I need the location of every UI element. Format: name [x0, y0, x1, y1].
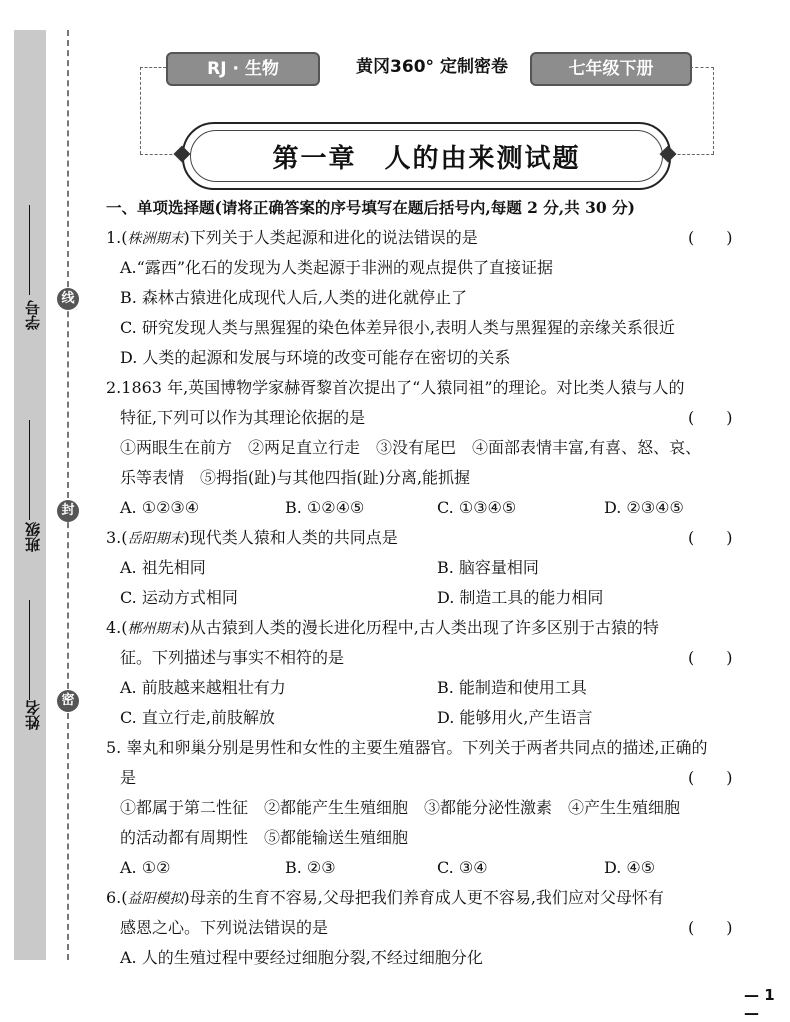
xuehao-blank — [29, 205, 30, 295]
grade-badge: 七年级下册 — [530, 52, 692, 86]
q5-items-line1: ①都属于第二性征 ②都能产生生殖细胞 ③都能分泌性激素 ④产生生殖细胞 — [120, 798, 681, 817]
page-title: 第一章 人的由来测试题 — [272, 144, 581, 174]
q4-num: 4.( — [106, 618, 128, 637]
q3-text: )现代类人猿和人类的共同点是 — [183, 528, 398, 547]
xingming-label: 姓名 — [24, 700, 42, 730]
q4-option-a: A. 前肢越来越粗壮有力 — [120, 678, 286, 697]
q3-option-d: D. 制造工具的能力相同 — [437, 588, 604, 607]
q5-answer-blank[interactable]: ( ) — [688, 768, 733, 787]
q2-items-line2: 乐等表情 ⑤拇指(趾)与其他四指(趾)分离,能抓握 — [120, 468, 471, 487]
q3-source: 岳阳期末 — [127, 531, 184, 547]
q4-option-b: B. 能制造和使用工具 — [437, 678, 587, 697]
binding-strip — [14, 30, 46, 960]
q1-num: 1.( — [106, 228, 128, 247]
section-heading: 一、单项选择题(请将正确答案的序号填写在题后括号内,每题 2 分,共 30 分) — [106, 198, 635, 217]
xuehao-label: 学号 — [24, 300, 42, 330]
q2-stem-line1: 2.1863 年,英国博物学家赫胥黎首次提出了“人猿同祖”的理论。对比类人猿与人的 — [106, 378, 685, 397]
q1-option-b: B. 森林古猿进化成现代人后,人类的进化就停止了 — [120, 288, 468, 307]
banji-label: 班级 — [24, 522, 42, 552]
header-dash-right — [690, 67, 714, 68]
subject-badge: RJ · 生物 — [166, 52, 320, 86]
q3-option-c: C. 运动方式相同 — [120, 588, 238, 607]
q5-option-a: A. ①② — [120, 858, 171, 877]
q2-option-d: D. ②③④⑤ — [604, 498, 684, 517]
q1-text: )下列关于人类起源和进化的说法错误的是 — [183, 228, 478, 247]
cut-line — [67, 30, 69, 960]
q3-option-a: A. 祖先相同 — [120, 558, 206, 577]
banji-blank — [29, 420, 30, 520]
title-frame — [182, 122, 671, 190]
q1-option-d: D. 人类的起源和发展与环境的改变可能存在密切的关系 — [120, 348, 511, 367]
xingming-blank — [29, 600, 30, 700]
q5-stem-line2: 是 — [120, 768, 137, 787]
q4-answer-blank[interactable]: ( ) — [688, 648, 733, 667]
q3-answer-blank[interactable]: ( ) — [688, 528, 733, 547]
q6-answer-blank[interactable]: ( ) — [688, 918, 733, 937]
q5-option-c: C. ③④ — [437, 858, 488, 877]
q4-option-d: D. 能够用火,产生语言 — [437, 708, 593, 727]
header-dash-left — [140, 67, 166, 68]
seal-mark-xian: 线 — [57, 288, 79, 310]
series-name: 黄冈360° 定制密卷 — [356, 57, 508, 77]
q6-num: 6.( — [106, 888, 128, 907]
q2-option-a: A. ①②③④ — [120, 498, 200, 517]
q5-items-line2: 的活动都有周期性 ⑤都能输送生殖细胞 — [120, 828, 409, 847]
q2-items-line1: ①两眼生在前方 ②两足直立行走 ③没有尾巴 ④面部表情丰富,有喜、怒、哀、 — [120, 438, 702, 457]
q1-option-c: C. 研究发现人类与黑猩猩的染色体差异很小,表明人类与黑猩猩的亲缘关系很近 — [120, 318, 675, 337]
q6-option-a: A. 人的生殖过程中要经过细胞分裂,不经过细胞分化 — [120, 948, 483, 967]
q1-source: 株洲期末 — [127, 231, 184, 247]
q4-stem-line2: 征。下列描述与事实不相符的是 — [120, 648, 345, 667]
seal-mark-feng: 封 — [57, 500, 79, 522]
q4-stem — [106, 618, 659, 639]
q5-stem-line1: 5. 睾丸和卵巢分别是男性和女性的主要生殖器官。下列关于两者共同点的描述,正确的 — [106, 738, 708, 757]
q1-answer-blank[interactable]: ( ) — [688, 228, 733, 247]
q4-option-c: C. 直立行走,前肢解放 — [120, 708, 275, 727]
q5-option-b: B. ②③ — [285, 858, 336, 877]
q1-option-a: A.“露西”化石的发现为人类起源于非洲的观点提供了直接证据 — [120, 258, 554, 277]
q6-stem-line2: 感恩之心。下列说法错误的是 — [120, 918, 329, 937]
q6-text: )母亲的生育不容易,父母把我们养育成人更不容易,我们应对父母怀有 — [183, 888, 664, 907]
q1-stem — [106, 228, 478, 249]
page-number: — 1 — — [744, 986, 775, 1022]
header-dash-right-v — [713, 67, 714, 154]
q6-stem — [106, 888, 664, 909]
q2-answer-blank[interactable]: ( ) — [688, 408, 733, 427]
q4-text: )从古猿到人类的漫长进化历程中,古人类出现了许多区别于古猿的特 — [183, 618, 659, 637]
header-dash-left-v — [140, 67, 141, 154]
q3-stem — [106, 528, 398, 549]
q2-option-b: B. ①②④⑤ — [285, 498, 365, 517]
q4-source: 郴州期末 — [127, 621, 184, 637]
q2-option-c: C. ①③④⑤ — [437, 498, 517, 517]
q5-option-d: D. ④⑤ — [604, 858, 656, 877]
q3-num: 3.( — [106, 528, 128, 547]
q6-source: 益阳模拟 — [127, 891, 184, 907]
seal-mark-mi: 密 — [57, 690, 79, 712]
q3-option-b: B. 脑容量相同 — [437, 558, 539, 577]
q2-stem-line2: 特征,下列可以作为其理论依据的是 — [120, 408, 366, 427]
